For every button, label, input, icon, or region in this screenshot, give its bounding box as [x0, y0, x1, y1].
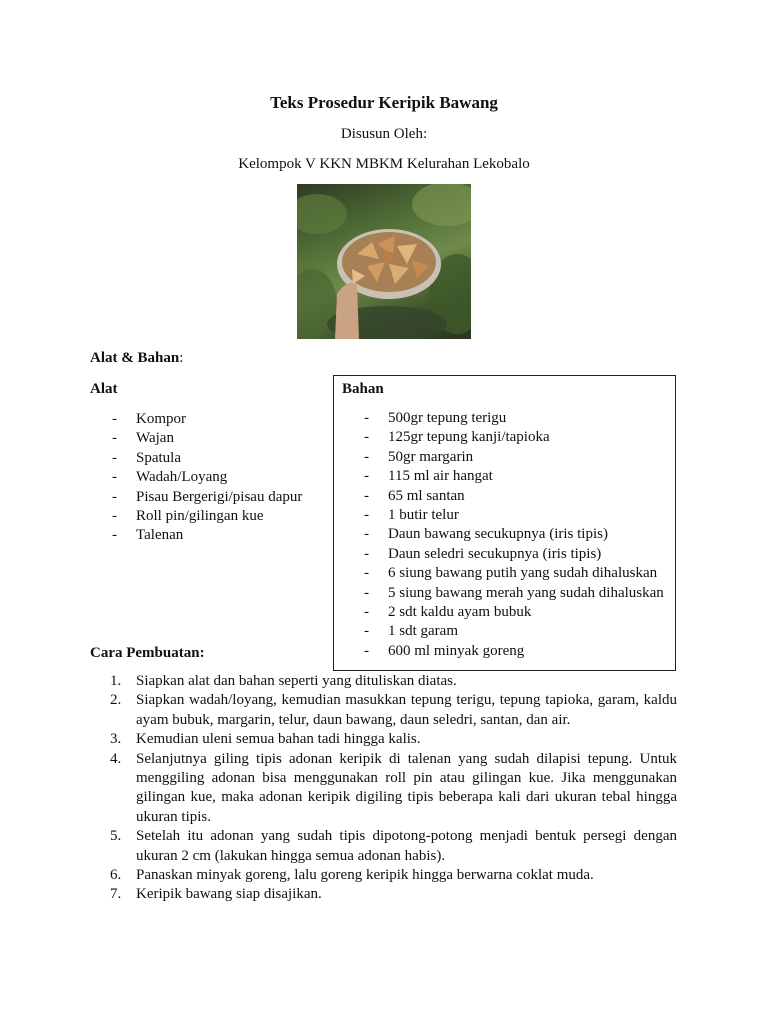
- bullet-dash: -: [364, 545, 369, 562]
- step-number: 7.: [110, 886, 122, 903]
- section-heading: Alat & Bahan:: [90, 350, 184, 366]
- bahan-item: [364, 487, 664, 506]
- bullet-dash: -: [112, 449, 117, 466]
- alat-item-text: Talenan: [136, 527, 184, 544]
- author-group: Kelompok V KKN MBKM Kelurahan Lekobalo: [238, 156, 530, 172]
- step-item: [110, 730, 677, 749]
- bullet-dash: -: [364, 565, 369, 582]
- step-number: 6.: [110, 867, 122, 884]
- bullet-dash: -: [112, 488, 117, 505]
- bullet-dash: -: [364, 487, 369, 504]
- step-item: [110, 885, 677, 904]
- bahan-item: [364, 622, 664, 641]
- alat-item: [112, 507, 302, 526]
- bullet-dash: -: [364, 506, 369, 523]
- bahan-item: [364, 584, 664, 603]
- step-item: [110, 691, 677, 730]
- step-text: Selanjutnya giling tipis adonan keripik di talenan yang sudah dilapisi tepung. Untuk menggiling adonan bisa menggunakan roll pin atau gilingan kue. Jika menggunakan gilingan kue, maka adonan keripik digiling tipis beberapa kali dari ukuran tebal hingga ukuran tipis.: [136, 750, 677, 825]
- alat-item-text: Roll pin/gilingan kue: [136, 507, 264, 524]
- step-text: Kemudian uleni semua bahan tadi hingga kalis.: [136, 731, 421, 748]
- step-number: 4.: [110, 750, 122, 767]
- step-item: [110, 672, 677, 691]
- step-number: 2.: [110, 692, 122, 709]
- bahan-item-text: 50gr margarin: [388, 448, 474, 465]
- bullet-dash: -: [364, 468, 369, 485]
- steps-list: [110, 672, 677, 905]
- bahan-item-text: 1 butir telur: [388, 506, 459, 523]
- step-item: [110, 866, 677, 885]
- alat-item-text: Pisau Bergerigi/pisau dapur: [136, 488, 303, 505]
- bullet-dash: -: [364, 526, 369, 543]
- bahan-item-text: 115 ml air hangat: [388, 468, 493, 485]
- bahan-item-text: 5 siung bawang merah yang sudah dihaluskan: [388, 584, 664, 601]
- alat-item-text: Kompor: [136, 411, 186, 427]
- step-text: Siapkan alat dan bahan seperti yang dituliskan diatas.: [136, 673, 457, 689]
- bahan-item: [364, 564, 664, 583]
- bahan-item: [364, 428, 664, 447]
- bahan-list: [364, 409, 664, 661]
- alat-item-text: Wadah/Loyang: [136, 469, 228, 486]
- alat-item-text: Wajan: [136, 430, 174, 447]
- bahan-item: [364, 409, 664, 428]
- bahan-item-text: 600 ml minyak goreng: [388, 642, 525, 659]
- bahan-item: [364, 467, 664, 486]
- author-label: Disusun Oleh:: [340, 126, 428, 142]
- bullet-dash: -: [112, 411, 117, 427]
- alat-item: [112, 468, 302, 487]
- cara-heading: Cara Pembuatan:: [90, 645, 205, 661]
- bahan-item: [364, 603, 664, 622]
- bullet-dash: -: [364, 410, 369, 426]
- alat-item: [112, 488, 302, 507]
- bahan-item-text: 1 sdt garam: [388, 623, 458, 640]
- alat-item: [112, 410, 302, 429]
- step-text: Siapkan wadah/loyang, kemudian masukkan tepung terigu, tepung tapioka, garam, kaldu ayam bubuk, margarin, telur, daun bawang, daun seledri, santan, dan air.: [136, 692, 677, 728]
- alat-item: [112, 449, 302, 468]
- step-item: [110, 750, 677, 828]
- step-text: Panaskan minyak goreng, lalu goreng keripik hingga berwarna coklat muda.: [136, 867, 594, 884]
- keripik-photo: [297, 184, 471, 339]
- bullet-dash: -: [364, 448, 369, 465]
- bahan-item-text: Daun bawang secukupnya (iris tipis): [388, 526, 608, 543]
- bullet-dash: -: [112, 507, 117, 524]
- step-number: 3.: [110, 731, 122, 748]
- bahan-item-text: 2 sdt kaldu ayam bubuk: [388, 603, 532, 620]
- alat-item: [112, 429, 302, 448]
- step-text: Setelah itu adonan yang sudah tipis dipotong-potong menjadi bentuk persegi dengan ukuran 2 cm (lakukan hingga semua adonan habis).: [136, 828, 677, 864]
- alat-item: [112, 526, 302, 545]
- bahan-item: [364, 506, 664, 525]
- bahan-item-text: 65 ml santan: [388, 487, 465, 504]
- bullet-dash: -: [364, 429, 369, 446]
- document-title: Teks Prosedur Keripik Bawang: [270, 93, 498, 112]
- bahan-item: [364, 525, 664, 544]
- bullet-dash: -: [112, 430, 117, 447]
- step-text: Keripik bawang siap disajikan.: [136, 886, 322, 903]
- alat-heading: Alat: [90, 381, 118, 397]
- step-number: 5.: [110, 828, 122, 845]
- bahan-item-text: 500gr tepung terigu: [388, 410, 507, 426]
- alat-list: [112, 410, 302, 546]
- bullet-dash: -: [364, 623, 369, 640]
- bullet-dash: -: [364, 603, 369, 620]
- bahan-item-text: 125gr tepung kanji/tapioka: [388, 429, 550, 446]
- step-item: [110, 827, 677, 866]
- bahan-heading: Bahan: [342, 381, 384, 397]
- bahan-item: [364, 448, 664, 467]
- bullet-dash: -: [112, 527, 117, 544]
- bullet-dash: -: [112, 469, 117, 486]
- step-number: 1.: [110, 673, 122, 689]
- bahan-item: [364, 545, 664, 564]
- bahan-item-text: Daun seledri secukupnya (iris tipis): [388, 545, 602, 562]
- bullet-dash: -: [364, 584, 369, 601]
- bahan-item-text: 6 siung bawang putih yang sudah dihaluskan: [388, 565, 658, 582]
- bahan-item: [364, 642, 664, 661]
- bullet-dash: -: [364, 642, 369, 659]
- alat-item-text: Spatula: [136, 449, 181, 466]
